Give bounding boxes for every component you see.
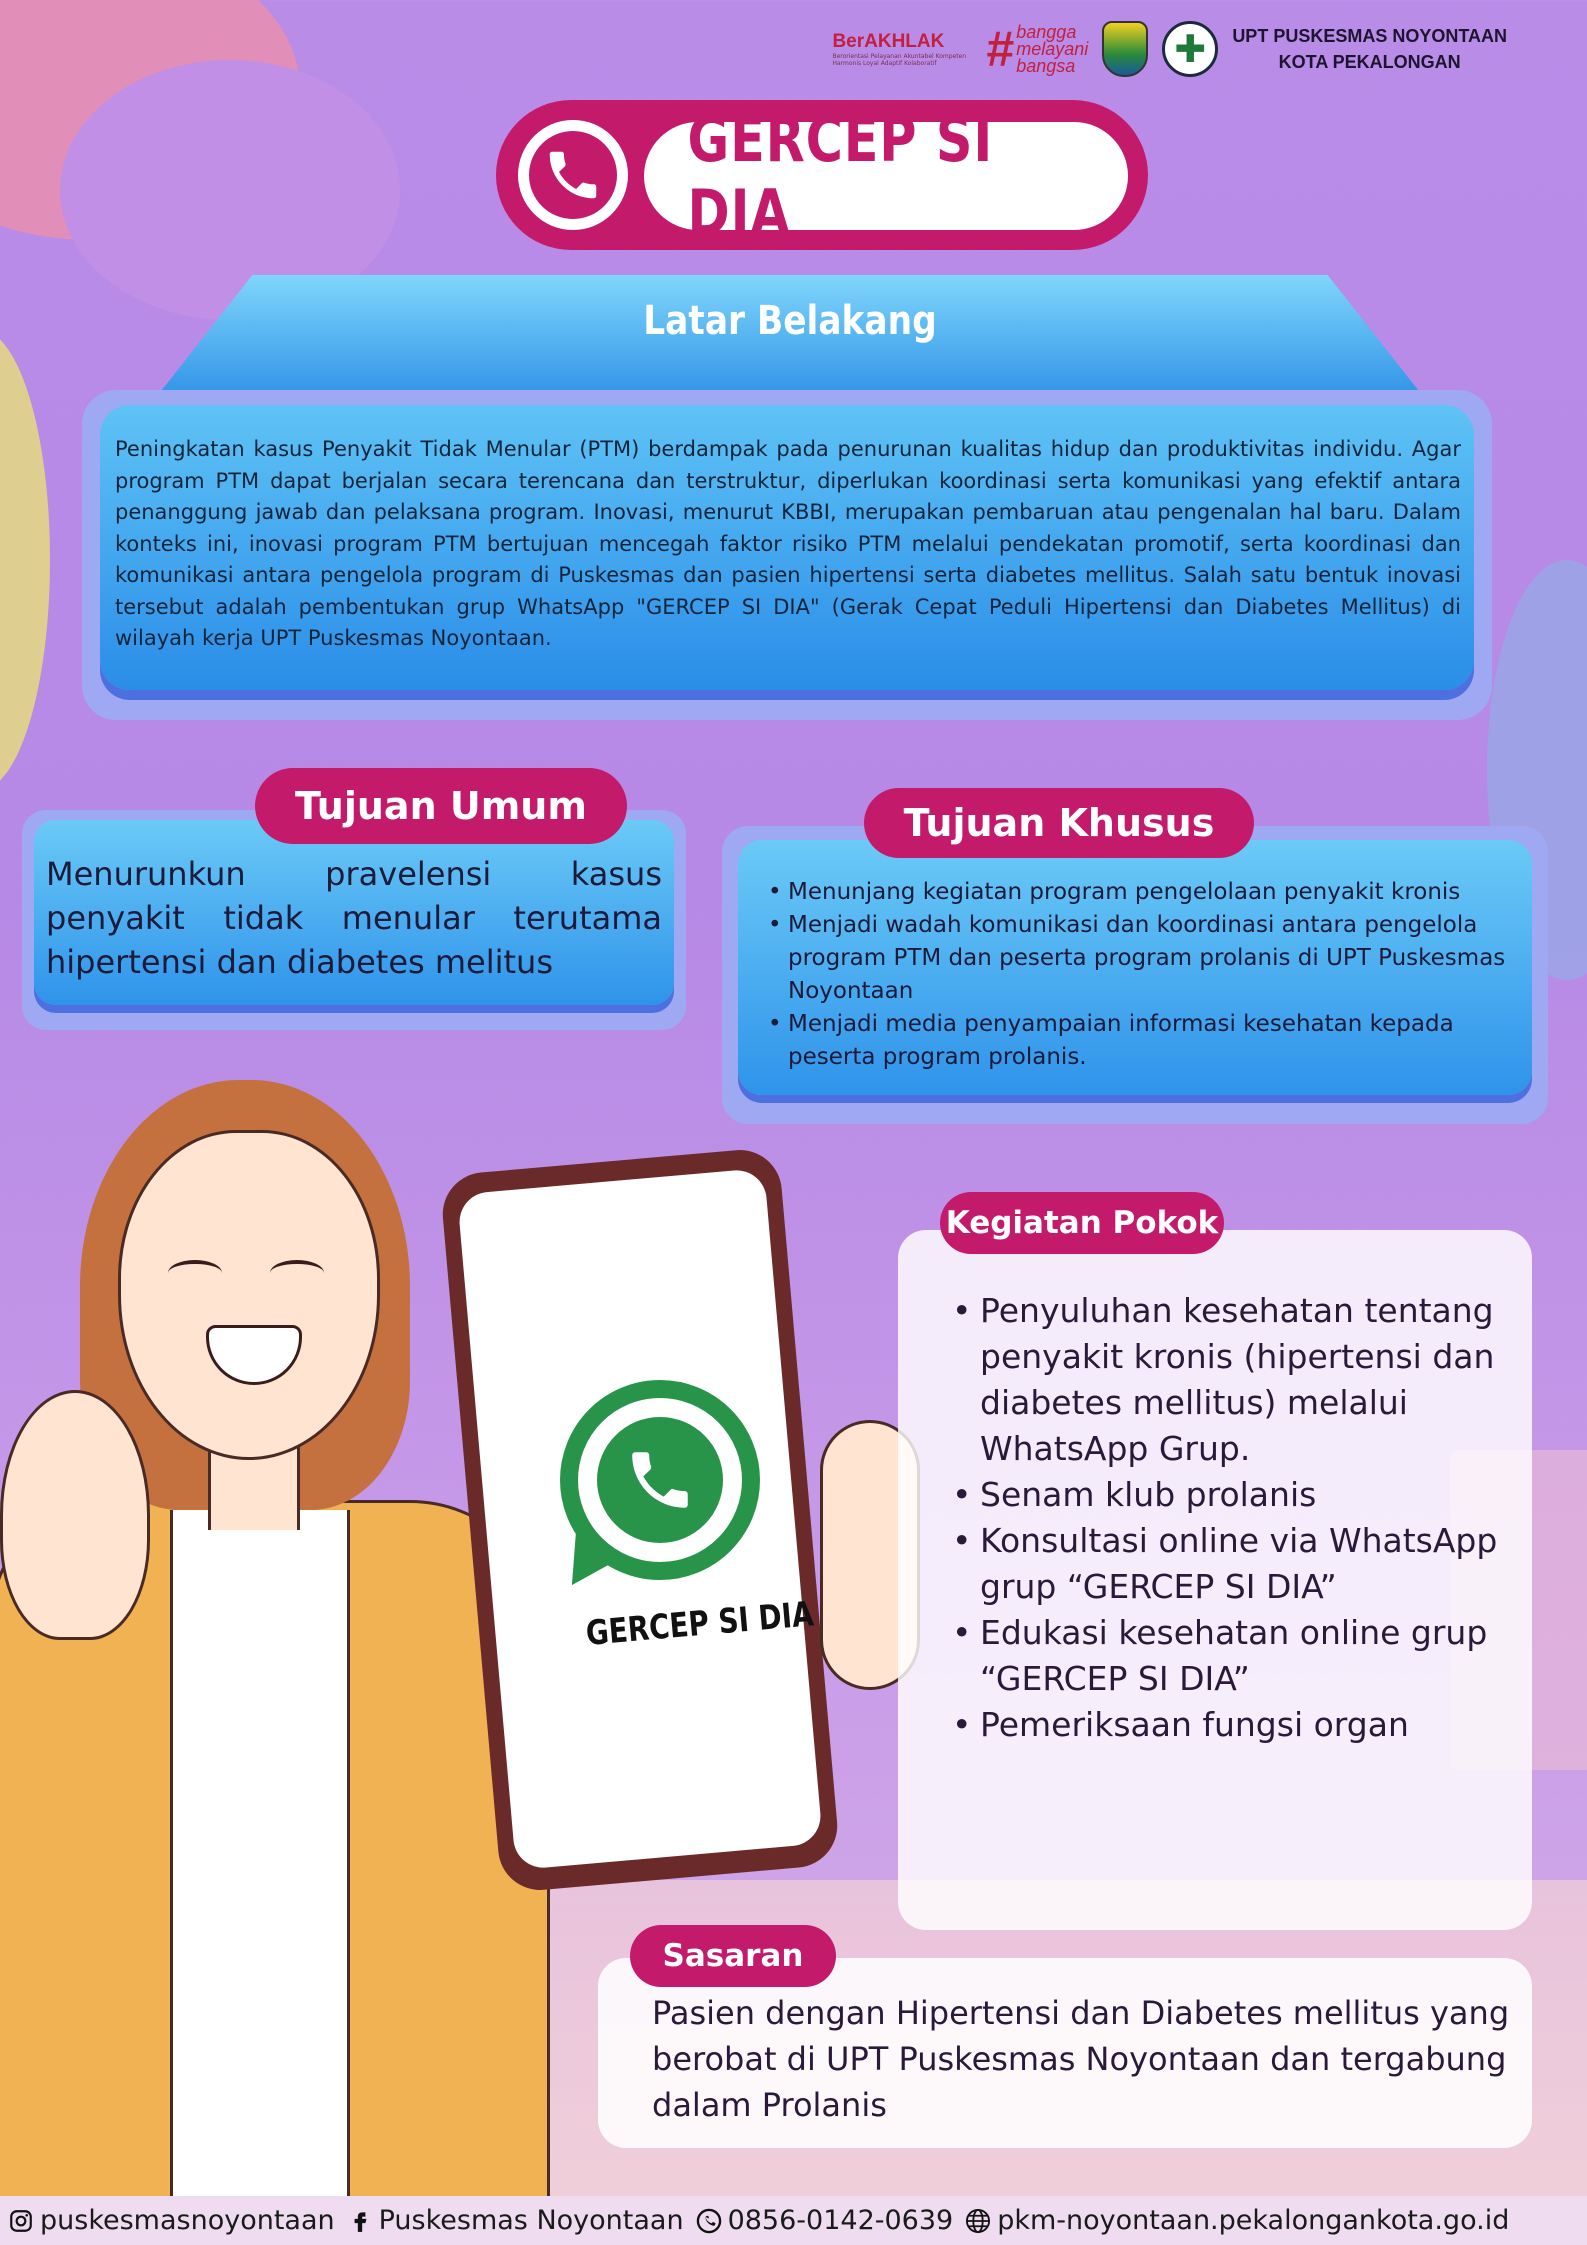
latar-belakang-text: Peningkatan kasus Penyakit Tidak Menular (PTM) berdampak pada penurunan kualitas hidup dan produktivitas individu. Agar program PTM dapat berjalan secara terencana dan terstruktur, diperlukan koordinasi serta komunikasi yang efektif antara penanggung jawab dan pelaksana program. Inovasi, menurut KBBI, merupakan pembaruan atau pengenalan hal baru. Dalam konteks ini, inovasi program PTM bertujuan mencegah faktor risiko PTM melalui pendekatan promotif, serta koordinasi dan komunikasi antara pengelola program di Puskesmas dan pasien hipertensi serta diabetes mellitus. Salah satu bentuk inovasi tersebut adalah pembentukan grup WhatsApp "GERCEP SI DIA" (Gerak Cepat Peduli Hipertensi dan Diabetes Mellitus) di wilayah kerja UPT Puskesmas Noyontaan. — [115, 437, 1461, 650]
illustration-face — [118, 1130, 380, 1460]
globe-icon — [963, 2206, 993, 2236]
footer-instagram[interactable] — [6, 2205, 335, 2236]
bangga-word: bangsa — [1016, 55, 1076, 76]
list-item: • Pemeriksaan fungsi organ — [952, 1702, 1512, 1748]
org-name-line1: UPT PUSKESMAS NOYONTAAN — [1232, 26, 1507, 46]
footer-bar — [0, 2196, 1587, 2245]
sasaran-heading: Sasaran — [630, 1925, 836, 1987]
footer-phone[interactable] — [694, 2205, 954, 2236]
facebook-name: Puskesmas Noyontaan — [378, 2205, 684, 2236]
illustration-eye — [168, 1260, 222, 1286]
bangga-melayani-logo — [986, 21, 1089, 77]
list-item: • Penyuluhan kesehatan tentang penyakit kronis (hipertensi dan diabetes mellitus) melalui WhatsApp Grup. — [952, 1288, 1512, 1472]
berakhlak-title: BerAKHLAK — [832, 31, 945, 52]
bangga-words — [1016, 21, 1089, 76]
puskesmas-logo-icon: ✚ — [1162, 21, 1218, 77]
kegiatan-pokok-list — [952, 1288, 1512, 1748]
illustration-ok-hand — [0, 1390, 150, 1640]
latar-belakang-heading: Latar Belakang — [643, 298, 937, 344]
phone-label: GERCEP SI DIA — [584, 1594, 816, 1654]
title-box — [644, 103, 1128, 249]
tujuan-umum-text: Menurunkun pravelensi kasus penyakit tidak menular terutama hipertensi dan diabetes melitus — [46, 855, 662, 981]
illustration-eye — [270, 1260, 324, 1286]
header-logos — [832, 14, 1507, 84]
phone-icon — [518, 120, 628, 230]
bangga-word: bangga — [1016, 21, 1077, 42]
whatsapp-small-icon — [694, 2206, 724, 2236]
sasaran-text: Pasien dengan Hipertensi dan Diabetes mellitus yang berobat di UPT Puskesmas Noyontaan dan tergabung dalam Prolanis — [652, 1994, 1510, 2124]
whatsapp-icon — [560, 1380, 760, 1580]
org-name — [1232, 23, 1507, 75]
facebook-icon — [345, 2206, 375, 2236]
instagram-icon — [6, 2206, 36, 2236]
tujuan-umum-heading: Tujuan Umum — [255, 768, 627, 844]
list-item: • Edukasi kesehatan online grup “GERCEP SI DIA” — [952, 1610, 1512, 1702]
tujuan-khusus-heading: Tujuan Khusus — [864, 788, 1254, 858]
berakhlak-subtitle: Berorientasi Pelayanan Akuntabel Kompeten Harmonis Loyal Adaptif Kolaboratif — [832, 53, 967, 67]
bangga-word: melayani — [1016, 38, 1089, 59]
kegiatan-pokok-heading: Kegiatan Pokok — [940, 1192, 1224, 1254]
list-item: • Menjadi media penyampaian informasi kesehatan kepada peserta program prolanis. — [766, 1008, 1516, 1074]
list-item: • Konsultasi online via WhatsApp grup “GERCEP SI DIA” — [952, 1518, 1512, 1610]
list-item: • Menunjang kegiatan program pengelolaan penyakit kronis — [766, 876, 1516, 909]
list-item: • Menjadi wadah komunikasi dan koordinasi antara pengelola program PTM dan peserta program prolanis di UPT Puskesmas Noyontaan — [766, 909, 1516, 1008]
berakhlak-logo — [832, 31, 972, 67]
bg-blob-yellow — [0, 330, 50, 790]
phone-number: 0856-0142-0639 — [727, 2205, 954, 2236]
instagram-handle: puskesmasnoyontaan — [40, 2205, 335, 2236]
tujuan-khusus-list — [766, 876, 1516, 1074]
illustration-shirt — [170, 1510, 350, 2210]
page-title: GERCEP SI DIA — [687, 103, 994, 249]
website-url: pkm-noyontaan.pekalongankota.go.id — [997, 2205, 1510, 2236]
list-item: • Senam klub prolanis — [952, 1472, 1512, 1518]
footer-facebook[interactable] — [345, 2205, 684, 2236]
bangga-hash: # — [986, 21, 1015, 77]
footer-website[interactable] — [963, 2205, 1509, 2236]
city-emblem-icon — [1102, 21, 1148, 77]
org-name-line2: KOTA PEKALONGAN — [1278, 52, 1461, 72]
